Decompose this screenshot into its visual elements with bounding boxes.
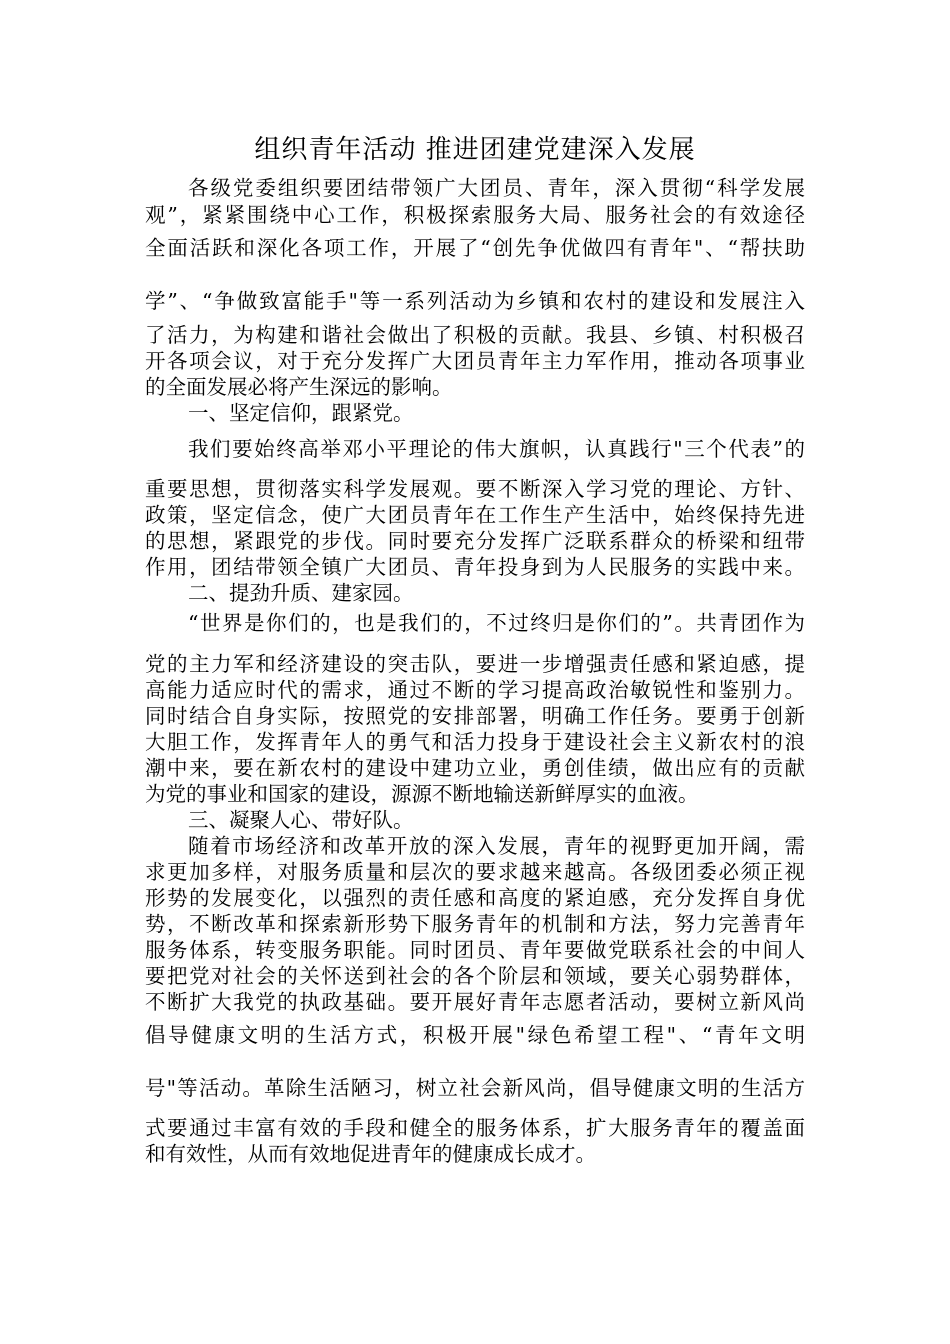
text-line: 观”，紧紧围绕中心工作，积极探索服务大局、服务社会的有效途径: [145, 203, 805, 227]
text-line: 的思想，紧跟党的步伐。同时要充分发挥广泛联系群众的桥梁和纽带: [145, 529, 805, 553]
text-line: 潮中来，要在新农村的建设中建功立业，勇创佳绩，做出应有的贡献: [145, 756, 805, 780]
text-line: 政策，坚定信念，使广大团员青年在工作生产生活中，始终保持先进: [145, 503, 805, 527]
text-line: 高能力适应时代的需求，通过不断的学习提高政治敏锐性和鉴别力。: [145, 678, 805, 702]
text-line: 不断扩大我党的执政基础。要开展好青年志愿者活动，要树立新风尚: [145, 990, 805, 1014]
section-heading: 一、坚定信仰，跟紧党。: [188, 401, 414, 425]
text-line: 大胆工作，发挥青年人的勇气和活力投身于建设社会主义新农村的浪: [145, 730, 805, 754]
text-line: 倡导健康文明的生活方式，积极开展"绿色希望工程"、“青年文明: [145, 1023, 805, 1047]
text-line: 作用，团结带领全镇广大团员、青年投身到为人民服务的实践中来。: [145, 555, 805, 579]
text-line: 开各项会议，对于充分发挥广大团员青年主力军作用，推动各项事业: [145, 349, 805, 373]
text-line: 党的主力军和经济建设的突击队，要进一步增强责任感和紧迫感，提: [145, 652, 805, 676]
text-line: 的全面发展必将产生深远的影响。: [145, 375, 453, 399]
text-line: 重要思想，贯彻落实科学发展观。要不断深入学习党的理论、方针、: [145, 477, 805, 501]
text-line: 号"等活动。革除生活陋习，树立社会新风尚，倡导健康文明的生活方: [145, 1076, 805, 1100]
text-line: 形势的发展变化，以强烈的责任感和高度的紧迫感，充分发挥自身优: [145, 886, 805, 910]
text-line: 要把党对社会的关怀送到社会的各个阶层和领域，要关心弱势群体，: [145, 964, 805, 988]
text-line: 求更加多样，对服务质量和层次的要求越来越高。各级团委必须正视: [145, 860, 805, 884]
text-line: 各级党委组织要团结带领广大团员、青年，深入贯彻“科学发展: [188, 176, 805, 200]
text-line: 同时结合自身实际，按照党的安排部署，明确工作任务。要勇于创新: [145, 704, 805, 728]
text-line: “世界是你们的，也是我们的，不过终归是你们的”。共青团作为: [188, 611, 805, 635]
text-line: 为党的事业和国家的建设，源源不断地输送新鲜厚实的血液。: [145, 782, 699, 806]
text-line: 和有效性，从而有效地促进青年的健康成长成才。: [145, 1142, 596, 1166]
document-title: 组织青年活动 推进团建党建深入发展: [254, 135, 696, 165]
text-line: 随着市场经济和改革开放的深入发展，青年的视野更加开阔，需: [188, 834, 805, 858]
text-line: 全面活跃和深化各项工作，开展了“创先争优做四有青年"、“帮扶助: [145, 236, 805, 260]
text-line: 学”、“争做致富能手"等一系列活动为乡镇和农村的建设和发展注入: [145, 289, 805, 313]
section-heading: 二、提劲升质、建家园。: [188, 581, 414, 605]
text-line: 了活力，为构建和谐社会做出了积极的贡献。我县、乡镇、村积极召: [145, 323, 805, 347]
text-line: 式要通过丰富有效的手段和健全的服务体系，扩大服务青年的覆盖面: [145, 1116, 805, 1140]
text-line: 我们要始终高举邓小平理论的伟大旗帜，认真践行"三个代表”的: [188, 437, 805, 461]
section-heading: 三、凝聚人心、带好队。: [188, 808, 414, 832]
text-line: 势，不断改革和探索新形势下服务青年的机制和方法，努力完善青年: [145, 912, 805, 936]
text-line: 服务体系，转变服务职能。同时团员、青年要做党联系社会的中间人: [145, 938, 805, 962]
